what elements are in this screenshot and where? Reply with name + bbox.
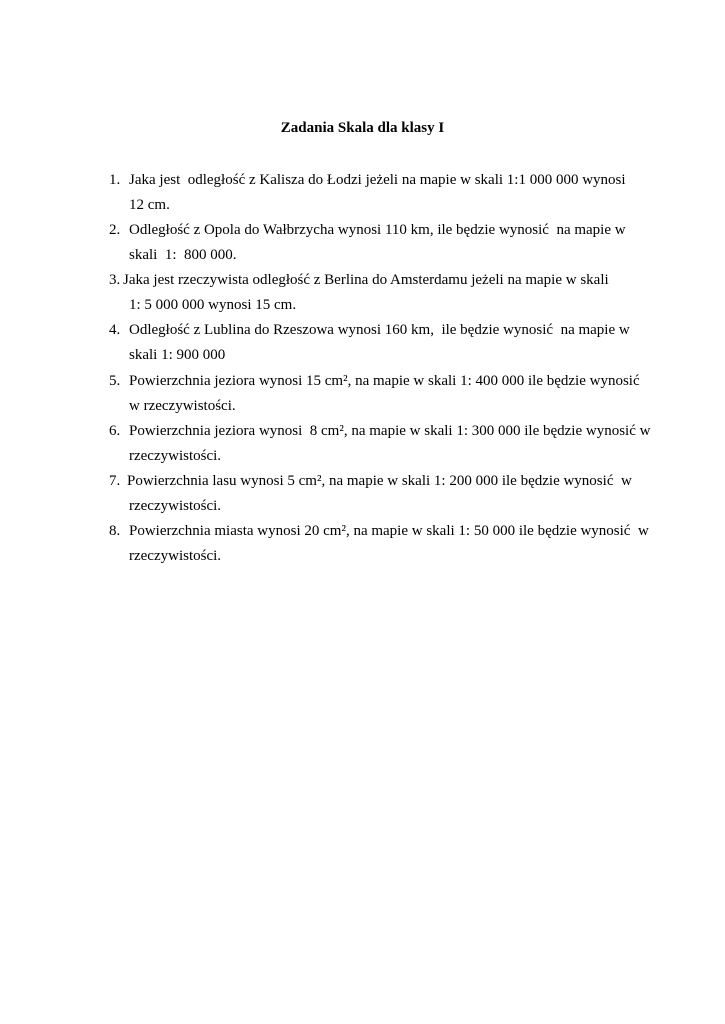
task-5-number: 5. bbox=[109, 373, 121, 389]
task-6-number: 6. bbox=[109, 423, 121, 439]
task-4-text-line2: skali 1: 900 000 bbox=[129, 347, 226, 363]
task-4-number: 4. bbox=[109, 322, 121, 338]
task-8-text-line1: Powierzchnia miasta wynosi 20 cm², na mapie w skali 1: 50 000 ile będzie wynosić w bbox=[129, 523, 649, 539]
task-3-number: 3. bbox=[109, 272, 121, 288]
task-8-text-line2: rzeczywistości. bbox=[129, 548, 222, 564]
task-2-text-line1: Odległość z Opola do Wałbrzycha wynosi 110 km, ile będzie wynosić na mapie w bbox=[129, 222, 626, 238]
task-4-text-line1: Odległość z Lublina do Rzeszowa wynosi 160 km, ile będzie wynosić na mapie w bbox=[129, 322, 630, 338]
task-2-number: 2. bbox=[109, 222, 121, 238]
task-3-text-line1: Jaka jest rzeczywista odległość z Berlina do Amsterdamu jeżeli na mapie w skali bbox=[123, 272, 609, 288]
task-7-number: 7. bbox=[109, 473, 121, 489]
task-1-number: 1. bbox=[109, 172, 121, 188]
task-6-text-line1: Powierzchnia jeziora wynosi 8 cm², na mapie w skali 1: 300 000 ile będzie wynosić w bbox=[129, 423, 651, 439]
task-1-text-line2: 12 cm. bbox=[129, 197, 170, 213]
task-2-text-line2: skali 1: 800 000. bbox=[129, 247, 237, 263]
document-title: Zadania Skala dla klasy I bbox=[280, 120, 445, 136]
task-8-number: 8. bbox=[109, 523, 121, 539]
task-6-text-line2: rzeczywistości. bbox=[129, 448, 222, 464]
task-5-text-line2: w rzeczywistości. bbox=[129, 398, 236, 414]
task-1-text-line1: Jaka jest odległość z Kalisza do Łodzi jeżeli na mapie w skali 1:1 000 000 wynosi bbox=[129, 172, 626, 188]
task-7-text-line1: Powierzchnia lasu wynosi 5 cm², na mapie w skali 1: 200 000 ile będzie wynosić w bbox=[127, 473, 632, 489]
task-5-text-line1: Powierzchnia jeziora wynosi 15 cm², na mapie w skali 1: 400 000 ile będzie wynosić bbox=[129, 373, 640, 389]
task-7-text-line2: rzeczywistości. bbox=[129, 498, 222, 514]
task-3-text-line2: 1: 5 000 000 wynosi 15 cm. bbox=[129, 297, 297, 313]
